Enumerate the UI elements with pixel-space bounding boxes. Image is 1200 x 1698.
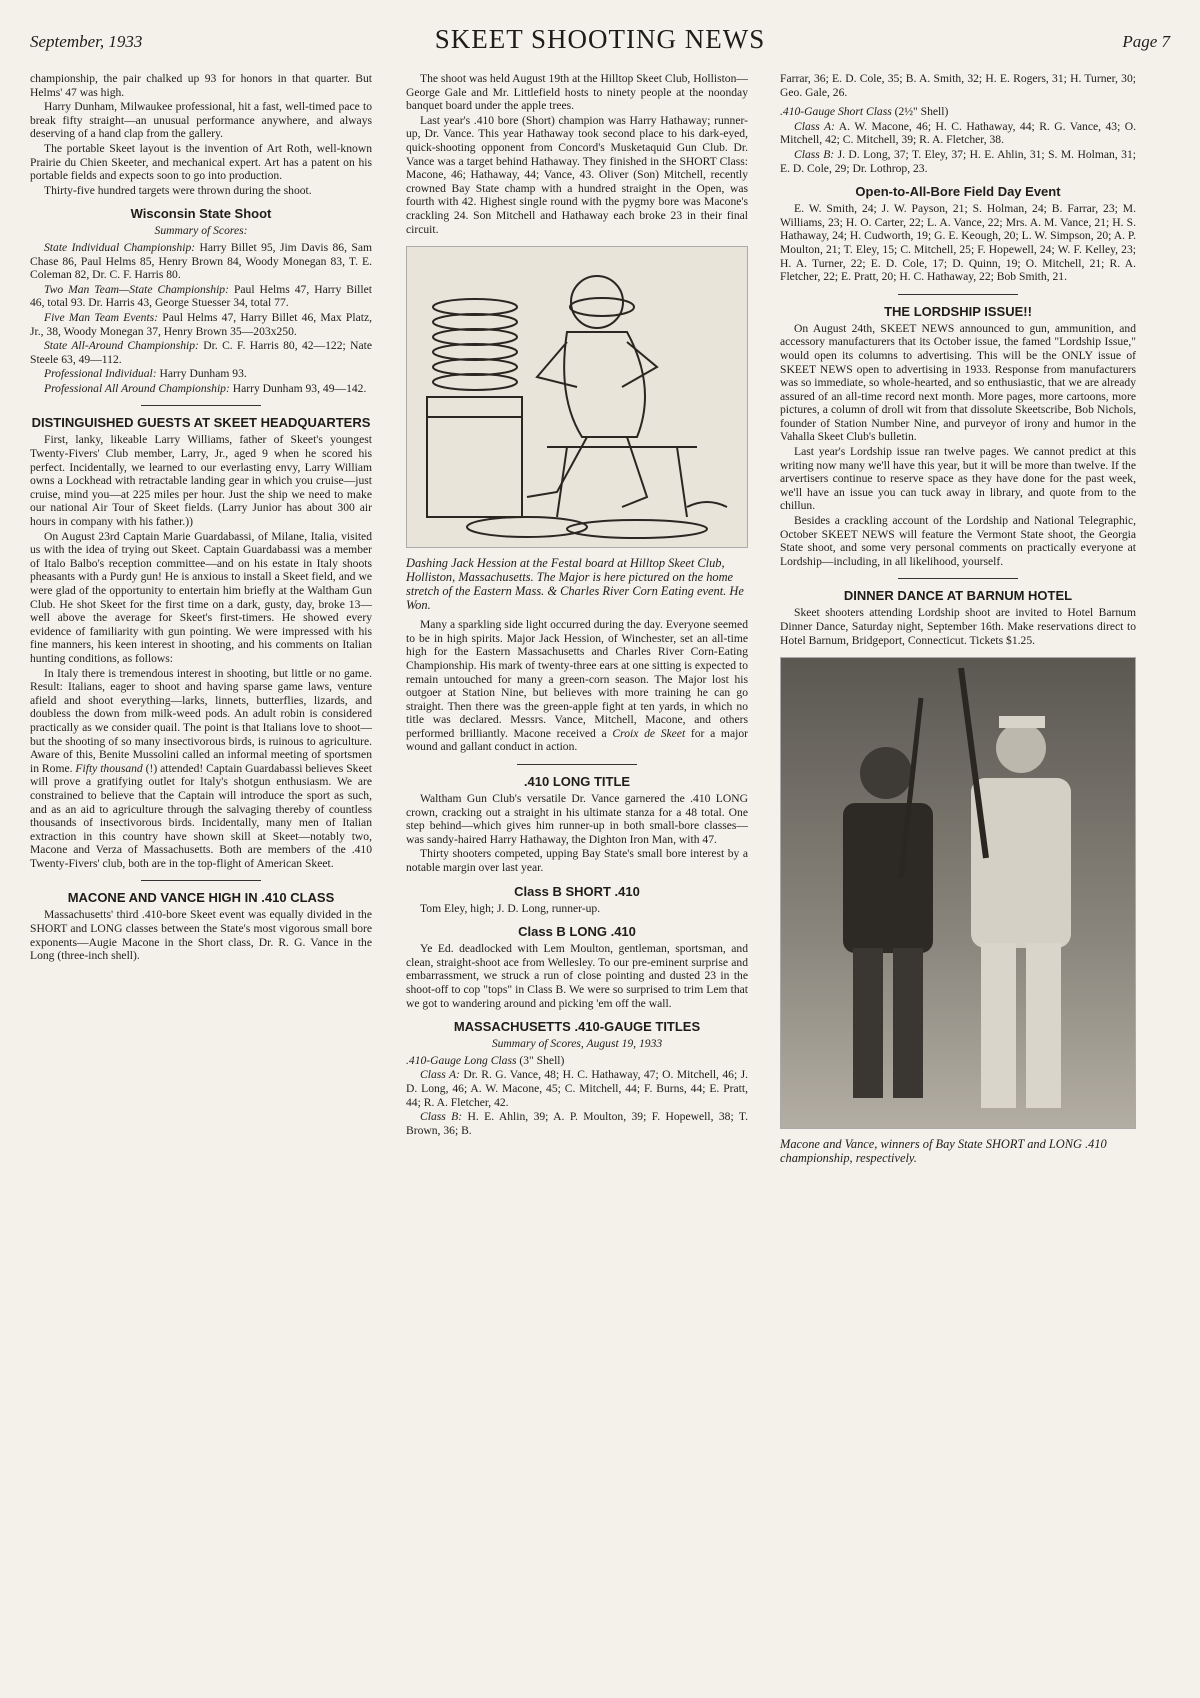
paragraph: On August 23rd Captain Marie Guardabassi, of Milane, Italia, visited us with the idea of trying out Skeet. Captain Guardabassi was a member of Italo Balbo's reception committee—and on his estate in Italy shoots pheasants with a Purdy gun! He is anxious to install a Skeet field, and we were glad of the opportunity to entertain him briefly at the Waltham Gun Club. He shot Skeet for the first time on a dark, gusty, day, broke 13—well above the average for Skeet's first-timers. He showed every evidence of familiarity with gun pointing. We were impressed with his fine manners, his keen interest in shooting, and his comments on Italian hunting conditions, as follows:: [30, 529, 372, 665]
photo-placeholder: [781, 658, 1135, 1128]
paragraph: In Italy there is tremendous interest in shooting, but little or no game. Result: Italians, eager to shoot and having sparse game laws, venture afield and shoot everything—larks, linnets, butterflies, lizards, and doubless the down from milk-weed pods. An adult robin is considered practically as we consider quail. The point is that Italians love to shoot—but the shooting of so many insectivorous birds, is ruinous to agriculture. Aware of this, Benite Mussolini called an informal meeting of sportsmen in Rome. Fifty thousand (!) attended! Captain Guardabassi believes Skeet will prove a gratifying outlet for Italy's shotgun enthusiasm. We are constrained to believe that the Captain will introduce the sport as such, and as an aid to agriculture through the salvaging thereby of countless thousands of insectivorous birds. Incidentally, many men of Italian extraction in this country have shown skill at Skeet—notably two, Macone and Verza of Massachusetts. Both are members of the .410 Twenty-Fivers' club, both are in the top-flight of American Skeet.: [30, 666, 372, 870]
paragraph: championship, the pair chalked up 93 for honors in that quarter. But Helms' 47 was high.: [30, 72, 372, 99]
score-entry: Two Man Team—State Championship: Paul Helms 47, Harry Billet 46, total 93. Dr. Harris 43, George Stuesser 34, total 77.: [30, 282, 372, 310]
photo-macone-vance: [780, 657, 1136, 1129]
divider: [517, 764, 637, 765]
section-heading: MASSACHUSETTS .410-GAUGE TITLES: [453, 1019, 701, 1035]
paragraph: E. W. Smith, 24; J. W. Payson, 21; S. Holman, 24; B. Farrar, 23; M. Williams, 23; H. O. Carter, 22; L. A. Vance, 22; Mrs. A. M. Vance, 21; H. S. Hathaway, 24; H. Cudworth, 19; G. E. Keough, 20; L. W. Simpson, 20; A. P. Moulton, 21; T. Eley, 15; C. Mitchell, 25; F. Hopewell, 24; W. F. Kelley, 23; H. A. Turner, 22; E. D. Cole, 17; D. Quinn, 19; O. Mitchell, 21; R. A. Fletcher, 22; E. Pratt, 20; H. C. Hathaway, 22; Bob Smith, 21.: [780, 202, 1136, 284]
section-heading: DISTINGUISHED GUESTS AT SKEET HEADQUARTERS: [31, 415, 371, 431]
paragraph: Many a sparkling side light occurred during the day. Everyone seemed to be in high spirits. Major Jack Hession, of Winchester, set an all-time high for the Eastern Massachusetts and Charles River Corn-Eating Championship. His mark of twenty-three ears at one sitting is expected to remain untouched for many a green-corn season. The Major lost his outgoer at Station Nine, but believes with more training he can go straight. Then there was the green-apple fight at ten yards, in which no title was declared. Messrs. Vance, Mitchell, Macone, and others performed brilliantly. Macone received a Croix de Skeet for a major wound and gallant conduct in action.: [406, 618, 748, 754]
score-entry: Class A: Dr. R. G. Vance, 48; H. C. Hathaway, 47; O. Mitchell, 46; J. D. Long, 46; A. W. Macone, 45; C. Mitchell, 44; F. Burns, 44; E. Pratt, 44; R. A. Fletcher, 42.: [406, 1068, 749, 1109]
paragraph: Farrar, 36; E. D. Cole, 35; B. A. Smith, 32; H. E. Rogers, 31; H. Turner, 30; Geo. Gale, 26.: [780, 72, 1136, 99]
paragraph: Waltham Gun Club's versatile Dr. Vance garnered the .410 LONG crown, cracking out a straight in his ultimate stanza for a 48 total. One step behind—which gives him runner-up in both small-bore classes—was sandy-haired Harry Hathaway, the Dighton Iron Man, with 47.: [406, 792, 748, 846]
paragraph: Thirty-five hundred targets were thrown during the shoot.: [44, 183, 312, 197]
cartoon-illustration: [406, 246, 748, 548]
divider: [141, 880, 261, 881]
class-heading: .410-Gauge Short Class (2½" Shell): [780, 105, 949, 119]
score-entry: Professional Individual: Harry Dunham 93.: [44, 367, 247, 381]
column-2: [406, 72, 748, 1138]
section-subheading: Summary of Scores, August 19, 1933: [491, 1037, 663, 1051]
paragraph: Tom Eley, high; J. D. Long, runner-up.: [420, 901, 601, 915]
score-entry: Five Man Team Events: Paul Helms 47, Harry Billet 46, Max Platz, Jr., 38, Woody Monegan 37, Henry Brown 35—203x250.: [30, 310, 372, 338]
class-heading: .410-Gauge Long Class (3" Shell): [406, 1053, 565, 1067]
score-entry: Class A: A. W. Macone, 46; H. C. Hathaway, 44; R. G. Vance, 43; O. Mitchell, 42; C. Mitchell, 39; R. A. Fletcher, 38.: [780, 119, 1137, 147]
score-entry: State Individual Championship: Harry Billet 95, Jim Davis 86, Sam Chase 86, Paul Helms 85, Henry Brown 84, Woody Monegan 83, T. E. Coleman 82, Dr. C. F. Harris 80.: [30, 240, 372, 282]
paragraph: Skeet shooters attending Lordship shoot are invited to Hotel Barnum Dinner Dance, Saturday night, September 16th. Make reservations direct to Hotel Barnum, Bridgeport, Connecticut. Tickets $1.25.: [780, 606, 1136, 647]
section-heading: Class B LONG .410: [518, 924, 636, 940]
cartoon-drawing: [407, 247, 747, 547]
issue-date: September, 1933: [30, 32, 143, 51]
page-header: [30, 22, 1170, 56]
section-heading: .410 LONG TITLE: [523, 774, 631, 790]
section-heading: Open-to-All-Bore Field Day Event: [855, 184, 1061, 200]
section-subheading: Summary of Scores:: [154, 224, 248, 238]
photo-caption: Macone and Vance, winners of Bay State SHORT and LONG .410 championship, respectively.: [780, 1137, 1107, 1166]
paragraph: Besides a crackling account of the Lordship and National Telegraphic, October SKEET NEWS will feature the Vermont State shoot, the Georgia State shoot, and some very personal comments on practically everyone at Lordship—including, in all likelihood, yourself.: [780, 514, 1136, 568]
section-heading: Wisconsin State Shoot: [130, 206, 272, 222]
paragraph: On August 24th, SKEET NEWS announced to gun, ammunition, and accessory manufacturers that its October issue, the famed "Lordship Issue," would open its columns to advertising. This will be the ONLY issue of SKEET NEWS open to advertising in 1933. Response from manufacturers was so immediate, so whole-hearted, and so enthusiastic, that we are already assured of an all-time record next month. More pages, more cartoons, more pictures, a column of droll wit from that dissolute Skeetscribe, Bob Nichols, founder of Station Number Nine, and purveyor of irony and humor in the Vahalla Skeet Club's bulletin.: [780, 321, 1136, 444]
paragraph: Last year's Lordship issue ran twelve pages. We cannot predict at this writing now many we'll have this year, but it will be more than twelve. If the arvertisers continue to reserve space as they have done for the past week, we'll have an issue you can tuck away in library, and quote from to the chillun.: [780, 445, 1136, 513]
column-3: [780, 72, 1136, 1171]
section-heading: Class B SHORT .410: [514, 883, 640, 899]
paragraph: First, lanky, likeable Larry Williams, father of Skeet's youngest Twenty-Fivers' Club member, Larry, Jr., aged 9 when he scored his perfect. Incidentally, we learned to our everlasting envy, Larry William owns a Lockhead with retractable landing gear in which you cruise—just cruise, mind you—at 225 miles per hour. Just the ship we need to make our national Air Tour of Skeet fields. (Larry Junior has about 300 air hours in company with his father.)): [30, 433, 372, 529]
paragraph: Thirty shooters competed, upping Bay State's small bore interest by a notable margin over last year.: [406, 847, 748, 875]
score-entry: Professional All Around Championship: Harry Dunham 93, 49—142.: [44, 381, 367, 395]
divider: [141, 405, 261, 406]
paragraph: Massachusetts' third .410-bore Skeet event was equally divided in the SHORT and LONG classes between the State's most vigorous small bore exponents—Augie Macone in the Short class, Dr. R. G. Vance in the Long (three-inch shell).: [30, 908, 372, 963]
paragraph: Last year's .410 bore (Short) champion was Harry Hathaway; runner-up, Dr. Vance. This year Hathaway took second place to his dark-eyed, quick-shooting opponent from Concord's Musketaquid Gun Club. Dr. Vance was a target behind Hathaway. They finished in the SHORT Class: Macone, 46; Hathaway, 44; Vance, 43. Oliver (Son) Mitchell, recently crowned Bay State champ with a hundred straight in the Open, was fourth with 42. Highest single round with the pygmy bore was Macone's crackling 24. Son Mitchell and Hathaway each broke 23 in their final circuit.: [406, 113, 748, 236]
paragraph: Harry Dunham, Milwaukee professional, hit a fast, well-timed pace to break fifty straight—an unusual performance anywhere, and always deserving of a hand clap from the gallery.: [30, 100, 372, 141]
divider: [898, 578, 1018, 579]
score-entry: State All-Around Championship: Dr. C. F. Harris 80, 42—122; Nate Steele 63, 49—112.: [30, 339, 372, 366]
masthead: SKEET SHOOTING NEWS: [434, 24, 766, 54]
score-entry: Class B: H. E. Ahlin, 39; A. P. Moulton, 39; F. Hopewell, 38; T. Brown, 36; B.: [406, 1110, 748, 1137]
paragraph: Ye Ed. deadlocked with Lem Moulton, gentleman, sportsman, and clean, straight-shoot ace from Wellesley. To our pre-eminent surprise and embarrassment, we struck a run of close pointing and dusted 23 in the shoot-off to cop "tops" in Class B. We were so surprised to trim Lem that we got to wandering around and picking 'em off the wall.: [406, 942, 748, 1010]
section-heading: MACONE AND VANCE HIGH IN .410 CLASS: [67, 890, 335, 906]
section-heading: DINNER DANCE AT BARNUM HOTEL: [843, 588, 1073, 604]
section-heading: THE LORDSHIP ISSUE!!: [884, 303, 1032, 319]
figure-caption: Dashing Jack Hession at the Festal board at Hilltop Skeet Club, Holliston, Massachusetts. The Major is here pictured on the home stretch of the Eastern Mass. & Charles River Corn Eating event. He Won.: [406, 556, 744, 613]
page-number: Page 7: [1122, 32, 1170, 51]
score-entry: Class B: J. D. Long, 37; T. Eley, 37; H. E. Ahlin, 31; S. M. Holman, 31; E. D. Cole, 29; Dr. Lothrop, 23.: [780, 147, 1136, 175]
paragraph: The portable Skeet layout is the invention of Art Roth, well-known Prairie du Chien Skeeter, and mechanical expert. Art has a patent on his portable fields and expects soon to go into production.: [30, 141, 372, 183]
divider: [898, 294, 1018, 295]
column-1: [30, 72, 372, 964]
paragraph: The shoot was held August 19th at the Hilltop Skeet Club, Holliston—George Gale and Mr. Littlefield hosts to ninety people at the noonday banquet board under the apple trees.: [406, 72, 748, 113]
